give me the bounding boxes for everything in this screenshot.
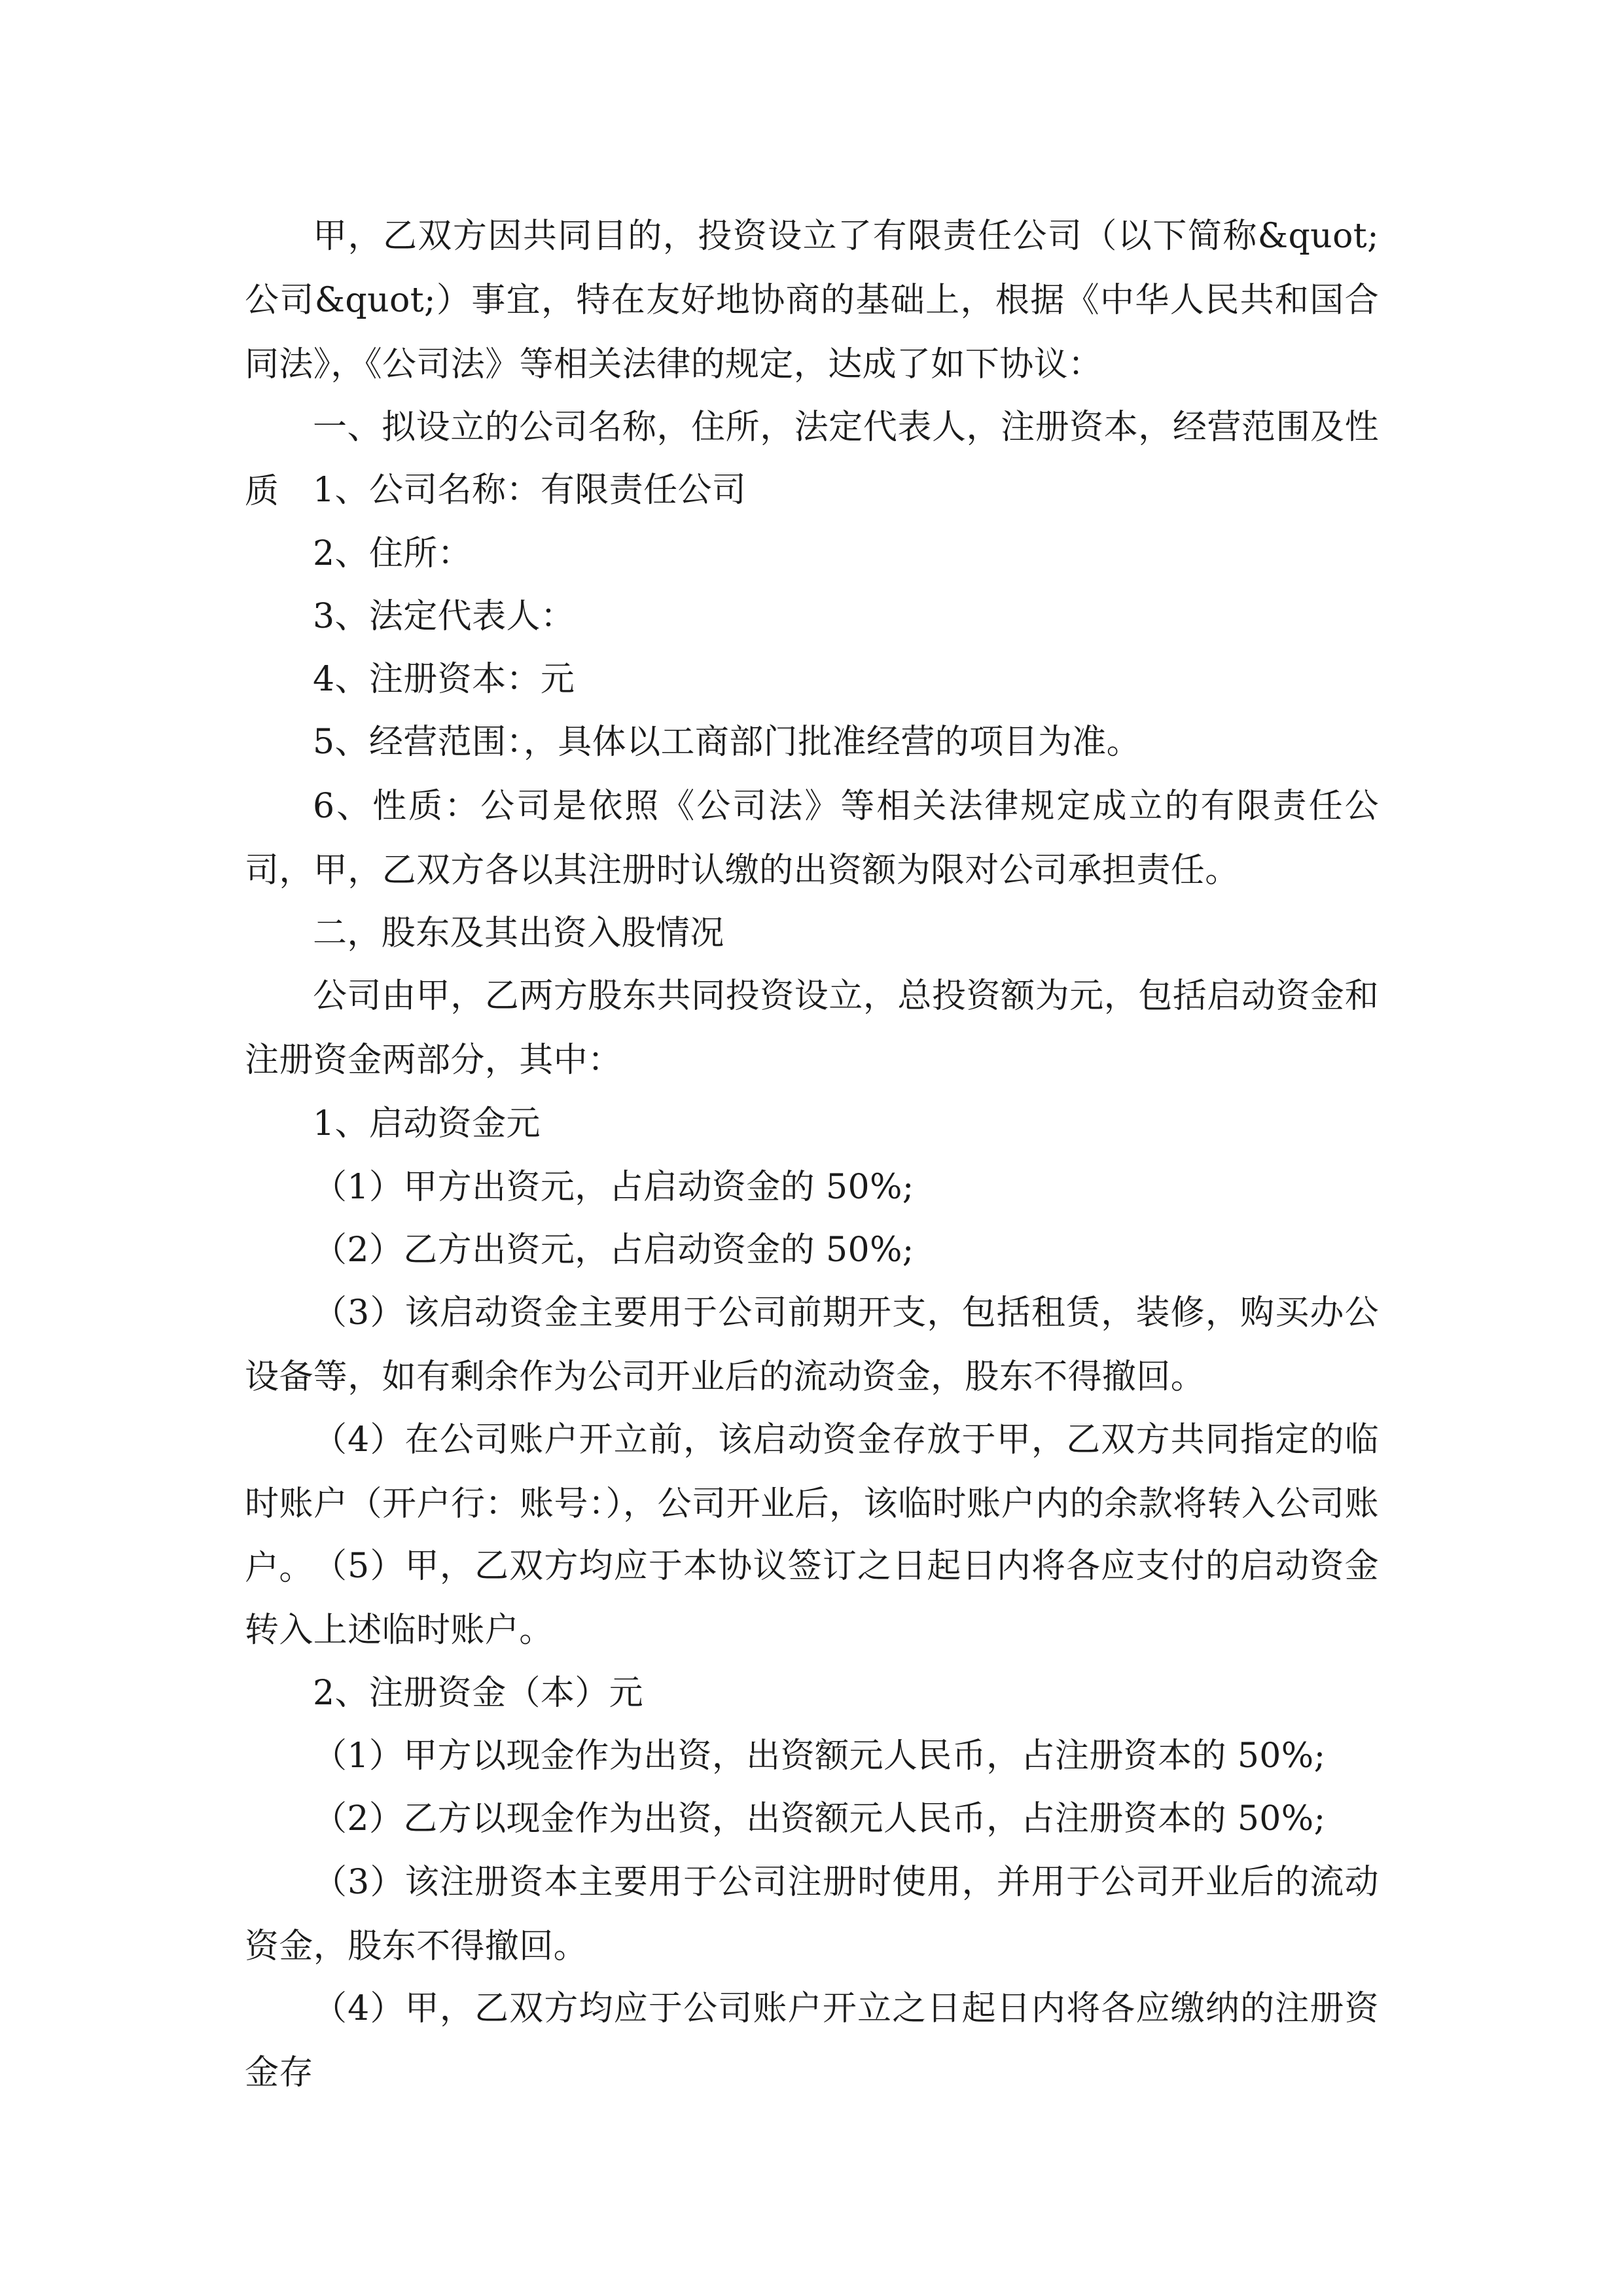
- list-item: （2）乙方出资元，占启动资金的 50%;: [313, 1230, 914, 1270]
- list-item: （1）甲方以现金作为出资，出资额元人民币，占注册资本的 50%;: [313, 1736, 1326, 1776]
- list-item: （4）甲，乙双方均应于公司账户开立之日起日内将各应缴纳的注册资金存: [245, 1989, 1379, 2092]
- list-item: 2、住所：: [313, 534, 473, 573]
- list-item: （4）在公司账户开立前，该启动资金存放于甲，乙双方共同指定的临时账户（开户行：账号：），公司开业后，该临时账户内的余款将转入公司账户。: [245, 1420, 1379, 1588]
- list-item: （3）该注册资本主要用于公司注册时使用，并用于公司开业后的流动资金，股东不得撤回。: [245, 1863, 1379, 1966]
- list-item: （1）甲方出资元，占启动资金的 50%;: [313, 1168, 914, 1207]
- list-item: 1、启动资金元: [313, 1104, 541, 1143]
- section-heading-2: 二，股东及其出资入股情况: [313, 914, 724, 953]
- list-item: 3、法定代表人：: [313, 597, 575, 636]
- section-heading-1: 一、拟设立的公司名称，住所，法定代表人，注册资本，经营范围及性质: [245, 408, 1379, 511]
- list-item: （2）乙方以现金作为出资，出资额元人民币，占注册资本的 50%;: [313, 1799, 1326, 1839]
- list-item: 1、公司名称：有限责任公司: [313, 471, 747, 510]
- list-item: 6、性质：公司是依照《公司法》等相关法律规定成立的有限责任公司，甲，乙双方各以其注册时认缴的出资额为限对公司承担责任。: [245, 787, 1379, 890]
- list-item: 4、注册资本：元: [313, 660, 575, 699]
- list-item: 2、注册资金（本）元: [313, 1674, 644, 1713]
- list-item: 5、经营范围：，具体以工商部门批准经营的项目为准。: [313, 723, 1141, 762]
- list-item: （3）该启动资金主要用于公司前期开支，包括租赁，装修，购买办公设备等，如有剩余作为公司开业后的流动资金，股东不得撤回。: [245, 1293, 1379, 1397]
- paragraph: 公司由甲，乙两方股东共同投资设立，总投资额为元，包括启动资金和注册资金两部分，其中：: [245, 977, 1379, 1080]
- paragraph-intro: 甲，乙双方因共同目的，投资设立了有限责任公司（以下简称&quot;公司&quot;）事宜，特在友好地协商的基础上，根据《中华人民共和国合同法》，《公司法》等相关法律的规定，达成了如下协议：: [245, 217, 1379, 384]
- list-item: （5）甲，乙双方均应于本协议签订之日起日内将各应支付的启动资金转入上述临时账户。: [245, 1547, 1379, 1650]
